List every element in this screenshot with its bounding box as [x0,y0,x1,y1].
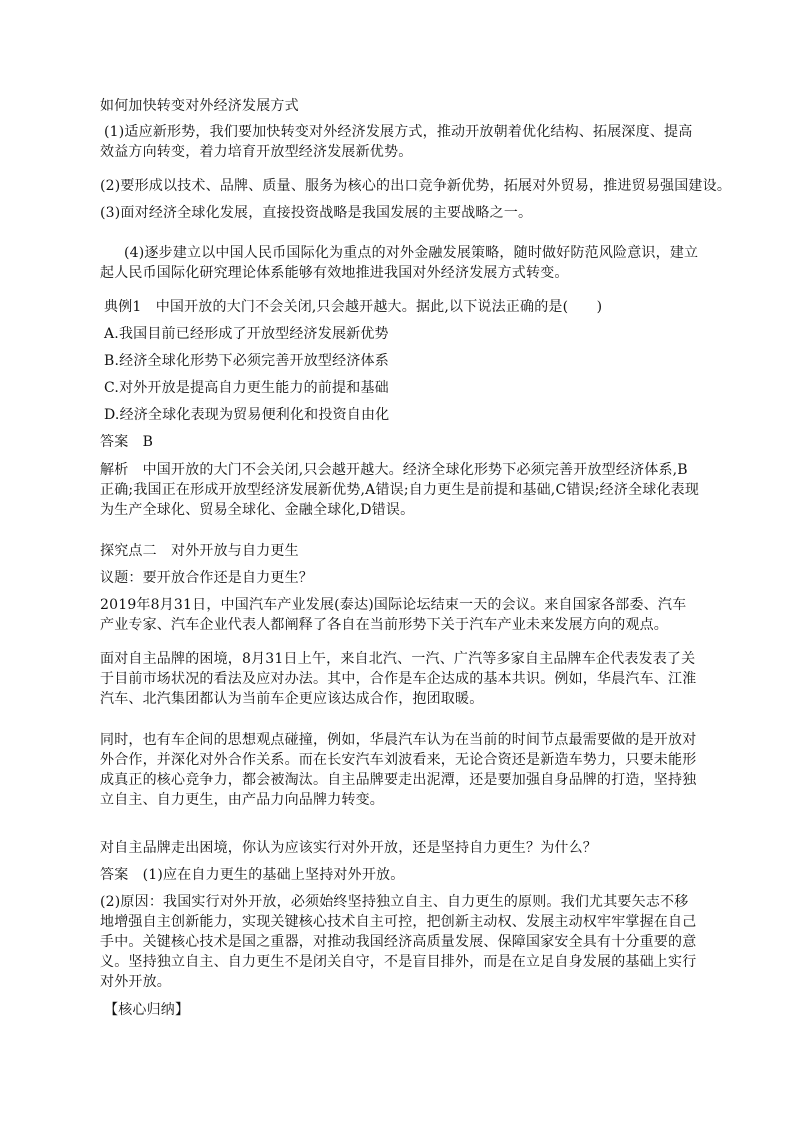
answer-2: 答案 (1)应在自力更生的基础上坚持对外开放。 [100,867,405,883]
paragraph-3: (3)面对经济全球化发展，直接投资战略是我国发展的主要战略之一。 [100,205,533,221]
section-title: 探究点二 对外开放与自力更生 [100,543,299,559]
paragraph-b: 面对自主品牌的困境，8月31日上午，来自北汽、一汽、广汽等多家自主品牌车企代表发表了关于目前市场状况的看法及应对办法。其中，合作是车企达成的基本共识。例如，华晨汽车、江淮汽车、北汽集团都认为当前车企更应该达成合作，抱团取暖。 [100,651,697,707]
question: 对自主品牌走出困境，你认为应该实行对外开放，还是坚持自力更生？为什么？ [100,840,597,856]
paragraph-a: 2019年8月31日，中国汽车产业发展(泰达)国际论坛结束一天的会议。来自国家各部委、汽车产业专家、汽车企业代表人都阐释了各自在当前形势下关于汽车产业未来发展方向的观点。 [100,597,687,633]
option-c: C.对外开放是提高自力更生能力的前提和基础 [104,380,389,396]
answer-1: 答案 B [100,434,154,450]
option-a: A.我国目前已经形成了开放型经济发展新优势 [104,326,389,342]
reason: (2)原因：我国实行对外开放，必须始终坚持独立自主、自力更生的原则。我们尤其要矢志不移地增强自主创新能力，实现关键核心技术自主可控，把创新主动权、发展主动权牢牢掌握在自己手中。关键核心技术是国之重器，对推动我国经济高质量发展、保障国家安全具有十分重要的意义。坚持独立自主、自力更生不是闭关自守，不是盲目排外，而是在立足自身发展的基础上实行对外开放。 [100,894,697,990]
option-d: D.经济全球化表现为贸易便利化和投资自由化 [104,407,390,423]
paragraph-2: (2)要形成以技术、品牌、质量、服务为核心的出口竞争新优势，拓展对外贸易，推进贸易强国建设。 [100,178,732,194]
paragraph-c: 同时，也有车企间的思想观点碰撞，例如，华晨汽车认为在当前的时间节点最需要做的是开放对外合作，并深化对外合作关系。而在长安汽车刘波看来，无论合资还是新造车势力，只要未能形成真正的核心竞争力，都会被淘汰。自主品牌要走出泥潭，还是要加强自身品牌的打造，坚持独立自主、自力更生，由产品力向品牌力转变。 [100,732,697,808]
heading: 如何加快转变对外经济发展方式 [100,98,299,114]
core-summary-heading: 【核心归纳】 [104,1002,190,1018]
paragraph-1: (1)适应新形势，我们要加快转变对外经济发展方式，推动开放朝着优化结构、拓展深度、提高效益方向转变，着力培育开放型经济发展新优势。 [100,124,693,160]
analysis: 解析 中国开放的大门不会关闭,只会越开越大。经济全球化形势下必须完善开放型经济体系,B正确;我国正在形成开放型经济发展新优势,A错误;自力更生是前提和基础,C错误;经济全球化表现为生产全球化、贸易全球化、金融全球化,D错误。 [100,462,700,518]
paragraph-4: (4)逐步建立以中国人民币国际化为重点的对外金融发展策略，随时做好防范风险意识，建立起人民币国际化研究理论体系能够有效地推进我国对外经济发展方式转变。 [100,245,699,281]
topic: 议题：要开放合作还是自力更生？ [100,570,313,586]
example-question: 典例1 中国开放的大门不会关闭,只会越开越大。据此,以下说法正确的是( ) [104,299,603,315]
option-b: B.经济全球化形势下必须完善开放型经济体系 [104,353,389,369]
